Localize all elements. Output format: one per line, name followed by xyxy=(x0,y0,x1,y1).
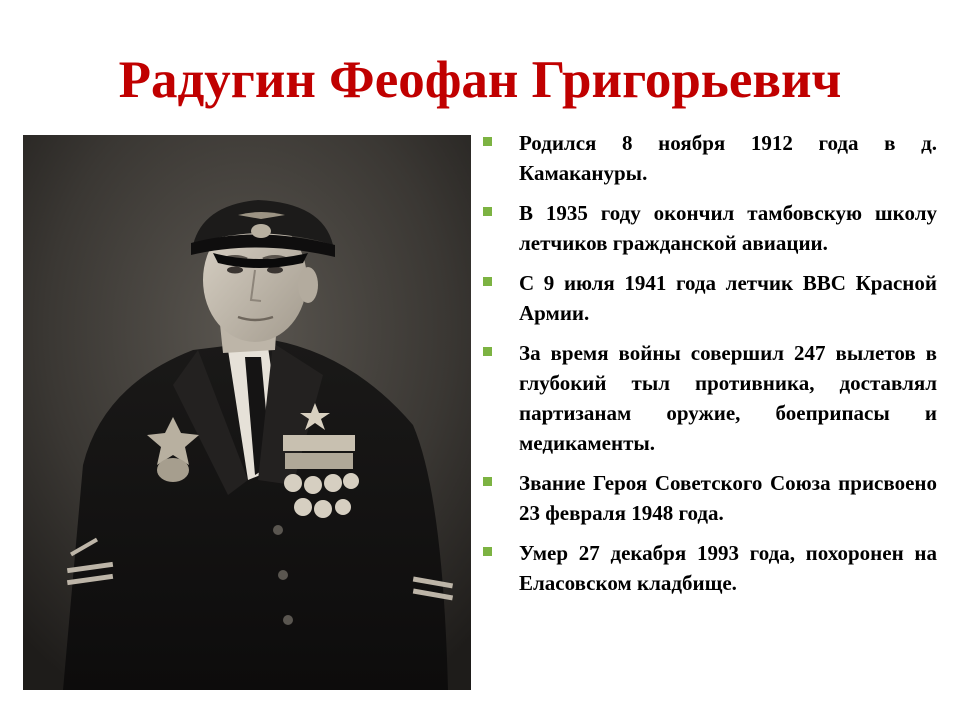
square-bullet-icon xyxy=(483,477,492,486)
bullet-text: За время войны совершил 247 вылетов в глубокий тыл противника, доставлял партизанам оружие, боеприпасы и медикаменты. xyxy=(519,341,937,455)
list-item xyxy=(481,538,937,598)
bullet-text: В 1935 году окончил тамбовскую школу летчиков гражданской авиации. xyxy=(519,201,937,255)
bullet-list xyxy=(481,128,937,608)
slide-title: Радугин Феофан Григорьевич xyxy=(118,51,842,109)
square-bullet-icon xyxy=(483,547,492,556)
bullet-text: Звание Героя Советского Союза присвоено 23 февраля 1948 года. xyxy=(519,471,937,525)
list-item xyxy=(481,268,937,328)
list-item xyxy=(481,468,937,528)
portrait-illustration xyxy=(23,135,471,690)
square-bullet-icon xyxy=(483,277,492,286)
square-bullet-icon xyxy=(483,207,492,216)
square-bullet-icon xyxy=(483,137,492,146)
square-bullet-icon xyxy=(483,347,492,356)
bullet-text: Умер 27 декабря 1993 года, похоронен на Еласовском кладбище. xyxy=(519,541,937,595)
bullet-text: С 9 июля 1941 года летчик ВВС Красной Армии. xyxy=(519,271,937,325)
list-item xyxy=(481,128,937,188)
list-item xyxy=(481,338,937,458)
bullet-text: Родился 8 ноября 1912 года в д. Камакануры. xyxy=(519,131,937,185)
list-item xyxy=(481,198,937,258)
portrait-photo xyxy=(23,135,471,690)
